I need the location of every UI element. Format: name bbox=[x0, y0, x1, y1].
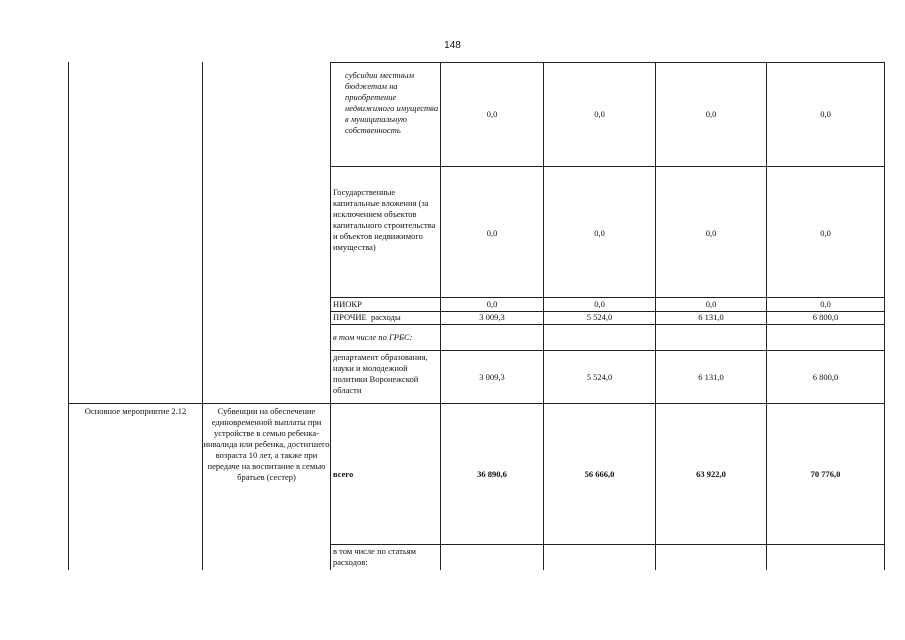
row-value: 0,0 bbox=[486, 109, 498, 119]
row-value: 36 890,6 bbox=[477, 469, 507, 479]
row-border bbox=[68, 403, 885, 404]
row-value: 0,0 bbox=[486, 228, 498, 238]
row-value: 70 776,0 bbox=[810, 469, 841, 479]
row-value: 6 800,0 bbox=[812, 372, 839, 382]
column-border bbox=[202, 62, 203, 570]
row-label: субсидии местным бюджетам на приобретение недвижимого имущества в муниципальную собственность bbox=[345, 70, 439, 135]
row-border bbox=[330, 62, 885, 63]
row-label: в том числе по ГРБС: bbox=[333, 332, 413, 342]
row-value: 0,0 bbox=[594, 228, 605, 238]
row-value: 6 131,0 bbox=[698, 312, 724, 322]
row-value: 0,0 bbox=[705, 299, 717, 309]
measure-description: Субвенции на обеспечение единовременной выплаты при устройстве в семью ребенка-инвалида или ребенка, достигшего возраста 10 лет, а также при передаче на воспитание в семью братьев (сестер) bbox=[203, 406, 330, 482]
row-value: 0,0 bbox=[820, 228, 831, 238]
row-value: 56 666,0 bbox=[584, 469, 615, 479]
row-label: департамент образования, науки и молодежной политики Воронежской области bbox=[333, 352, 428, 395]
row-value: 5 524,0 bbox=[586, 312, 613, 322]
row-border bbox=[330, 350, 885, 351]
column-border bbox=[884, 62, 885, 570]
row-value: 3 009,3 bbox=[479, 372, 505, 382]
row-border bbox=[330, 324, 885, 325]
row-value: 0,0 bbox=[820, 299, 831, 309]
row-label: Государственные капитальные вложения (за исключением объектов капитального строительства и объектов недвижимого имущества) bbox=[333, 187, 436, 252]
row-value: 0,0 bbox=[705, 228, 717, 238]
row-value: 0,0 bbox=[594, 299, 605, 309]
row-border bbox=[330, 544, 885, 545]
row-label: всего bbox=[333, 469, 354, 479]
row-value: 0,0 bbox=[486, 299, 498, 309]
measure-name: Основное мероприятие 2.12 bbox=[84, 406, 187, 416]
row-value: 63 922,0 bbox=[696, 469, 726, 479]
row-value: 5 524,0 bbox=[586, 372, 613, 382]
page-number: 148 bbox=[444, 40, 461, 51]
row-value: 0,0 bbox=[705, 109, 717, 119]
row-border bbox=[330, 297, 885, 298]
row-value: 6 131,0 bbox=[698, 372, 724, 382]
row-value: 3 009,3 bbox=[479, 312, 505, 322]
row-value: 0,0 bbox=[594, 109, 605, 119]
column-border bbox=[68, 62, 69, 570]
row-label: НИОКР bbox=[333, 299, 362, 309]
row-border bbox=[330, 166, 885, 167]
row-value: 0,0 bbox=[820, 109, 831, 119]
row-value: 6 800,0 bbox=[812, 312, 839, 322]
row-label: в том числе по статьям расходов: bbox=[333, 546, 417, 567]
row-label: ПРОЧИЕ расходы bbox=[333, 312, 401, 322]
